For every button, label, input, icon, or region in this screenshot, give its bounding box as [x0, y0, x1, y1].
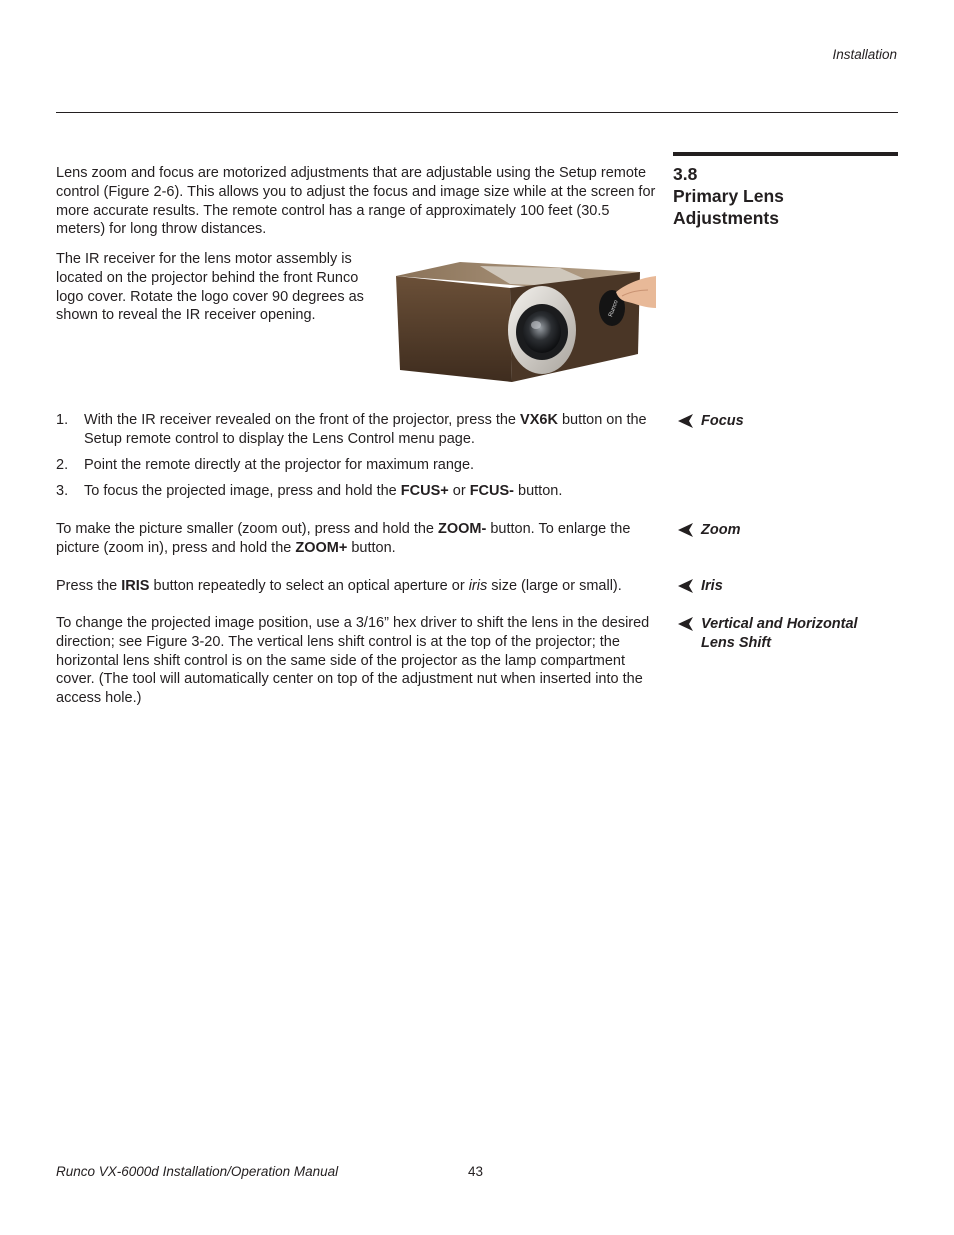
key-zoom-minus: ZOOM- — [438, 521, 487, 537]
side-heading-zoom: Zoom — [678, 521, 898, 540]
intro-paragraph: Lens zoom and focus are motorized adjustments that are adjustable using the Setup remote control (Figure 2-6). This allows you to adjust the focus and image size while at the screen for more accurate results. The remote control has a range of approximately 100 feet (30.5 meters) for long throw distances. — [56, 165, 656, 238]
side-heading-lens-shift: Vertical and Horizontal Lens Shift — [678, 615, 898, 652]
lens-shift-paragraph: To change the projected image position, use a 3/16” hex driver to shift the lens in the desired direction; see Figure 3-20. The vertical lens shift control is at the top of the projector; the horizontal lens shift control is on the same side of the projector as the lamp compartment cover. (The tool will automatically center on top of the adjustment nut when inserted into the access hole.) — [56, 615, 650, 707]
page-number: 43 — [468, 1164, 484, 1179]
lens-glass — [523, 311, 561, 353]
step-number: 2. — [56, 457, 69, 474]
footer-manual-title: Runco VX-6000d Installation/Operation Manual — [56, 1164, 339, 1179]
side-heading-iris: Iris — [678, 577, 898, 596]
iris-paragraph: Press the IRIS button repeatedly to select an optical aperture or iris size (large or small). — [56, 578, 622, 594]
key-vx6k: VX6K — [520, 412, 558, 428]
key-zoom-plus: ZOOM+ — [295, 539, 348, 556]
projector-side — [396, 276, 512, 382]
focus-steps — [56, 411, 656, 509]
left-arrowhead-icon — [678, 523, 694, 537]
key-fcus-minus: FCUS- — [469, 483, 514, 500]
step-number: 1. — [56, 412, 69, 428]
section-title — [673, 163, 898, 229]
focus-step: 2. Point the remote directly at the projector for maximum range. — [56, 457, 475, 474]
section-rule — [673, 152, 898, 156]
left-arrowhead-icon — [678, 617, 694, 631]
key-fcus-plus: FCUS+ — [400, 483, 449, 500]
ir-receiver-paragraph: The IR receiver for the lens motor assembly is located on the projector behind the front Runco logo cover. Rotate the logo cover 90 degrees as shown to reveal the IR receiver opening. — [56, 251, 364, 324]
left-arrowhead-icon — [678, 579, 694, 593]
projector-photo — [390, 258, 656, 386]
left-arrowhead-icon — [678, 414, 694, 428]
side-heading-focus: Focus — [678, 412, 898, 431]
lens-highlight — [531, 321, 541, 329]
header-rule — [56, 112, 898, 113]
key-iris: IRIS — [121, 578, 150, 594]
runco-logo: Runco — [608, 299, 620, 318]
focus-step: 3. To focus the projected image, press and hold the FCUS+ or FCUS- button. — [56, 483, 563, 500]
zoom-paragraph: To make the picture smaller (zoom out), press and hold the ZOOM- button. To enlarge the picture (zoom in), press and hold the ZOOM+ button. — [56, 521, 631, 556]
section-title-line1: Primary Lens — [673, 186, 784, 206]
focus-step: 1. With the IR receiver revealed on the front of the projector, press the VX6K button on the Setup remote control to display the Lens Control menu page. — [56, 412, 647, 447]
section-number: 3.8 — [673, 164, 698, 184]
step-number: 3. — [56, 483, 69, 500]
section-title-line2: Adjustments — [673, 208, 779, 228]
running-header: Installation — [832, 47, 897, 62]
